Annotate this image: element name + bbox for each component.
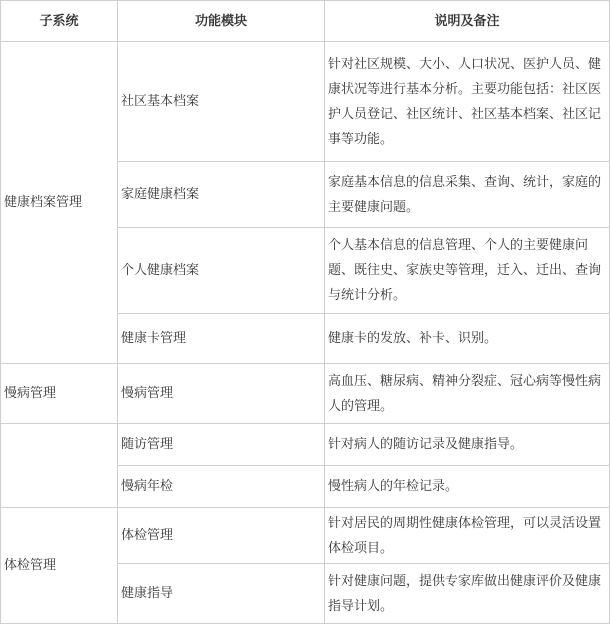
subsystem-cell — [1, 424, 118, 508]
desc-cell: 针对健康问题，提供专家库做出健康评价及健康指导计划。 — [325, 564, 610, 624]
desc-cell: 针对居民的周期性健康体检管理，可以灵活设置体检项目。 — [325, 508, 610, 564]
module-cell: 慢病年检 — [118, 466, 325, 508]
subsystem-cell: 慢病管理 — [1, 364, 118, 424]
module-cell: 个人健康档案 — [118, 228, 325, 314]
header-subsystem: 子系统 — [1, 1, 118, 42]
header-module: 功能模块 — [118, 1, 325, 42]
table-row — [1, 508, 610, 564]
module-cell: 家庭健康档案 — [118, 162, 325, 228]
module-cell: 体检管理 — [118, 508, 325, 564]
desc-cell: 针对病人的随访记录及健康指导。 — [325, 424, 610, 466]
module-cell: 健康指导 — [118, 564, 325, 624]
desc-cell: 家庭基本信息的信息采集、查询、统计，家庭的主要健康问题。 — [325, 162, 610, 228]
module-cell: 社区基本档案 — [118, 42, 325, 162]
desc-cell: 慢性病人的年检记录。 — [325, 466, 610, 508]
table-row — [1, 424, 610, 466]
table-row — [1, 42, 610, 162]
desc-cell: 健康卡的发放、补卡、识别。 — [325, 314, 610, 364]
subsystem-cell: 体检管理 — [1, 508, 118, 624]
module-cell: 慢病管理 — [118, 364, 325, 424]
table-header-row — [1, 1, 610, 42]
table-row — [1, 364, 610, 424]
desc-cell: 个人基本信息的信息管理、个人的主要健康问题、既往史、家族史等管理，迁入、迁出、查询与统计分析。 — [325, 228, 610, 314]
subsystem-cell: 健康档案管理 — [1, 42, 118, 364]
desc-cell: 高血压、糖尿病、精神分裂症、冠心病等慢性病人的管理。 — [325, 364, 610, 424]
module-cell: 随访管理 — [118, 424, 325, 466]
desc-cell: 针对社区规模、大小、人口状况、医护人员、健康状况等进行基本分析。主要功能包括：社区医护人员登记、社区统计、社区基本档案、社区记事等功能。 — [325, 42, 610, 162]
module-cell: 健康卡管理 — [118, 314, 325, 364]
header-desc: 说明及备注 — [325, 1, 610, 42]
